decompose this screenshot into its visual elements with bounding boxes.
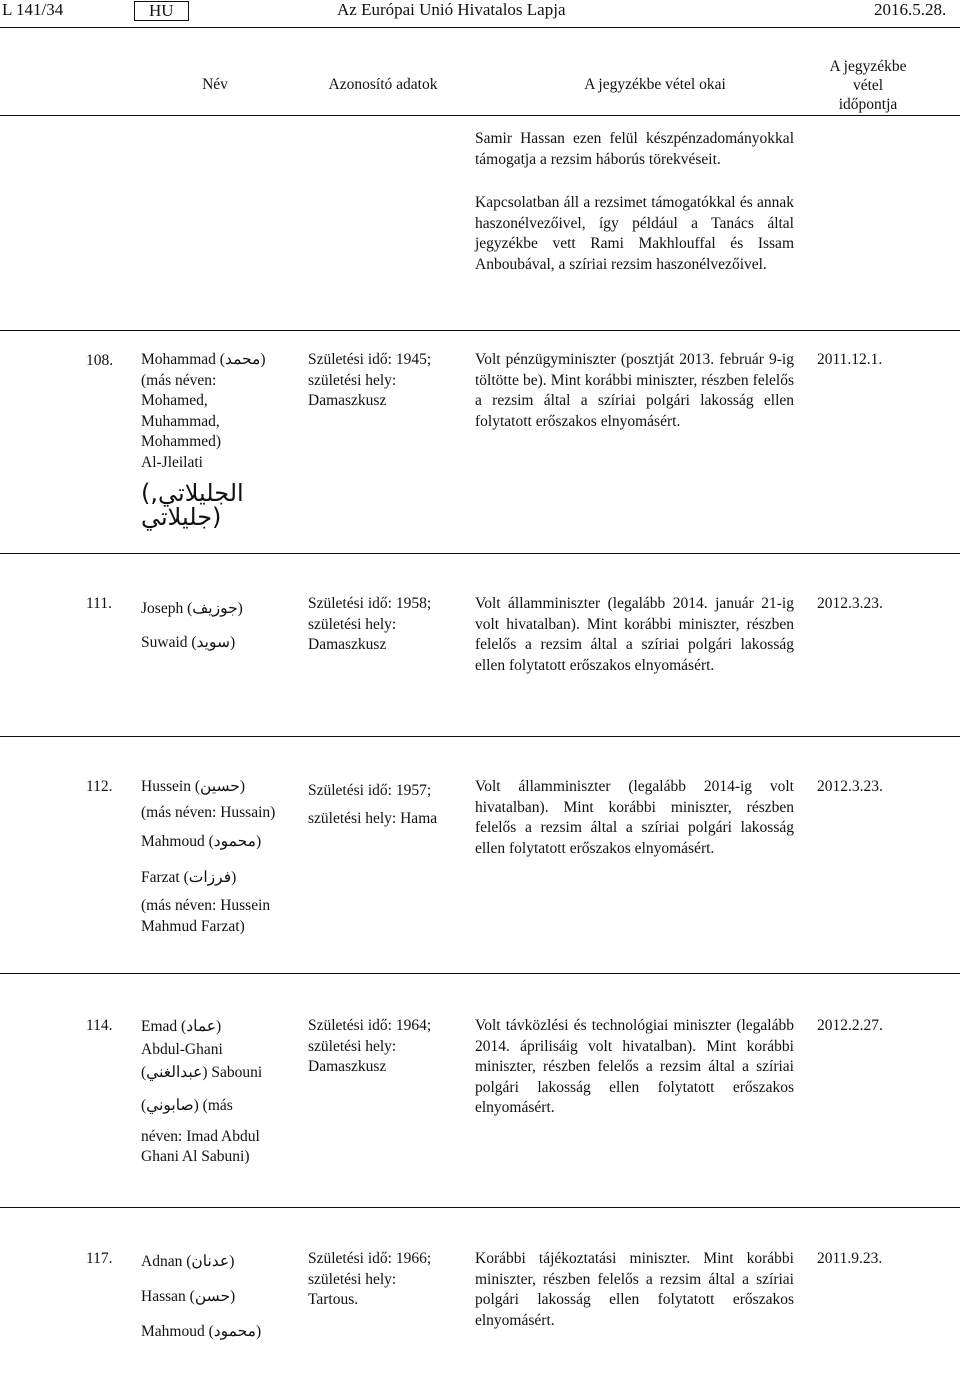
entry-identifying-data: Születési idő: 1958; születési hely: Damaszkusz xyxy=(308,595,432,653)
col-head-reasons: A jegyzékbe vétel okai xyxy=(584,76,726,93)
page-reference: L 141/34 xyxy=(2,0,64,19)
entry-reasons: Korábbi tájékoztatási miniszter. Mint korábbi miniszter, részben felelős a rezsim által a szíriai polgári lakosság ellen folytatott erőszakos elnyomásért. xyxy=(475,1250,794,1329)
entry-identifying-data: Születési idő: 1957; születési hely: Hama xyxy=(308,782,438,827)
entry-name: Emad (عماد) Abdul-Ghani (عبدالغني) Sabouni (صابوني) (más néven: Imad Abdul Ghani Al Sabuni) xyxy=(141,1018,263,1165)
entry-name: Joseph (جوزيف) Suwaid (سويد) xyxy=(141,600,243,651)
publication-date: 2016.5.28. xyxy=(874,0,947,19)
col-head-name: Név xyxy=(202,76,228,93)
language-code: HU xyxy=(134,1,189,21)
entry-identifying-data: Születési idő: 1964; születési hely: Damaszkusz xyxy=(308,1017,432,1075)
row-rule xyxy=(0,973,960,974)
intro-paragraph-2: Kapcsolatban áll a rezsimet támogatókkal és annak haszonélvezőivel, így például a Tanács által jegyzékbe vett Rami Makhlouffal és Issam Anboubával, a szíriai rezsim haszonélvezőivel. xyxy=(475,194,794,273)
entry-identifying-data: Születési idő: 1945; születési hely: Damaszkusz xyxy=(308,351,432,409)
header-rule xyxy=(0,27,960,28)
entry-number: 114. xyxy=(86,1017,113,1034)
entry-name: Hussein (حسين) (más néven: Hussain) Mahmoud (محمود) Farzat (فرزات) (más néven: Hussein Mahmud Farzat) xyxy=(141,778,276,935)
col-head-id-data: Azonosító adatok xyxy=(328,76,438,93)
entry-listing-date: 2012.3.23. xyxy=(817,778,883,795)
journal-title: Az Európai Unió Hivatalos Lapja xyxy=(337,0,566,19)
entry-number: 112. xyxy=(86,778,113,795)
arabic-name: (الجليلاتي, جليلاتي) xyxy=(141,479,244,531)
entry-name: Mohammad (محمد) (más néven: Mohamed, Muhammad, Mohammed) Al-Jleilati (الجليلاتي, جليلاتي) xyxy=(141,350,301,529)
entry-reasons: Volt pénzügyminiszter (posztját 2013. február 9-ig töltötte be). Mint korábbi miniszter, részben felelős a rezsim által a szíriai polgári lakosság ellen folytatott erőszakos elnyomásért. xyxy=(475,351,794,430)
entry-reasons: Volt államminiszter (legalább 2014-ig volt hivatalban). Mint korábbi miniszter, részben felelős a rezsim által a szíriai polgári lakosság ellen folytatott erőszakos elnyomásért. xyxy=(475,778,794,857)
col-head-listing-date: A jegyzékbe vétel időpontja xyxy=(829,58,907,113)
row-rule xyxy=(0,330,960,331)
row-rule xyxy=(0,736,960,737)
entry-listing-date: 2011.12.1. xyxy=(817,351,883,368)
entry-listing-date: 2012.2.27. xyxy=(817,1017,883,1034)
entry-reasons: Volt távközlési és technológiai miniszter (legalább 2014. áprilisáig volt hivatalban). Mint korábbi miniszter, részben felelős a rezsim által a szíriai polgári lakosság ellen folytatott erőszakos elnyomásért. xyxy=(475,1017,794,1116)
entry-reasons: Volt államminiszter (legalább 2014. január 21-ig volt hivatalban). Mint korábbi miniszter, részben felelős a rezsim által a szíriai polgári lakosság ellen folytatott erőszakos elnyomásért. xyxy=(475,595,794,674)
entry-identifying-data: Születési idő: 1966; születési hely: Tartous. xyxy=(308,1250,432,1308)
entry-number: 108. xyxy=(86,352,114,369)
row-rule xyxy=(0,553,960,554)
page-header xyxy=(0,0,960,30)
entry-listing-date: 2011.9.23. xyxy=(817,1250,883,1267)
entry-listing-date: 2012.3.23. xyxy=(817,595,883,612)
entry-name: Adnan (عدنان) Hassan (حسن) Mahmoud (محمود) xyxy=(141,1253,262,1340)
intro-paragraph-1: Samir Hassan ezen felül készpénzadományokkal támogatja a rezsim háborús törekvéseit. xyxy=(475,130,794,168)
row-rule xyxy=(0,1207,960,1208)
entry-number: 111. xyxy=(86,595,112,612)
entry-number: 117. xyxy=(86,1250,113,1267)
column-header-rule xyxy=(0,115,960,116)
